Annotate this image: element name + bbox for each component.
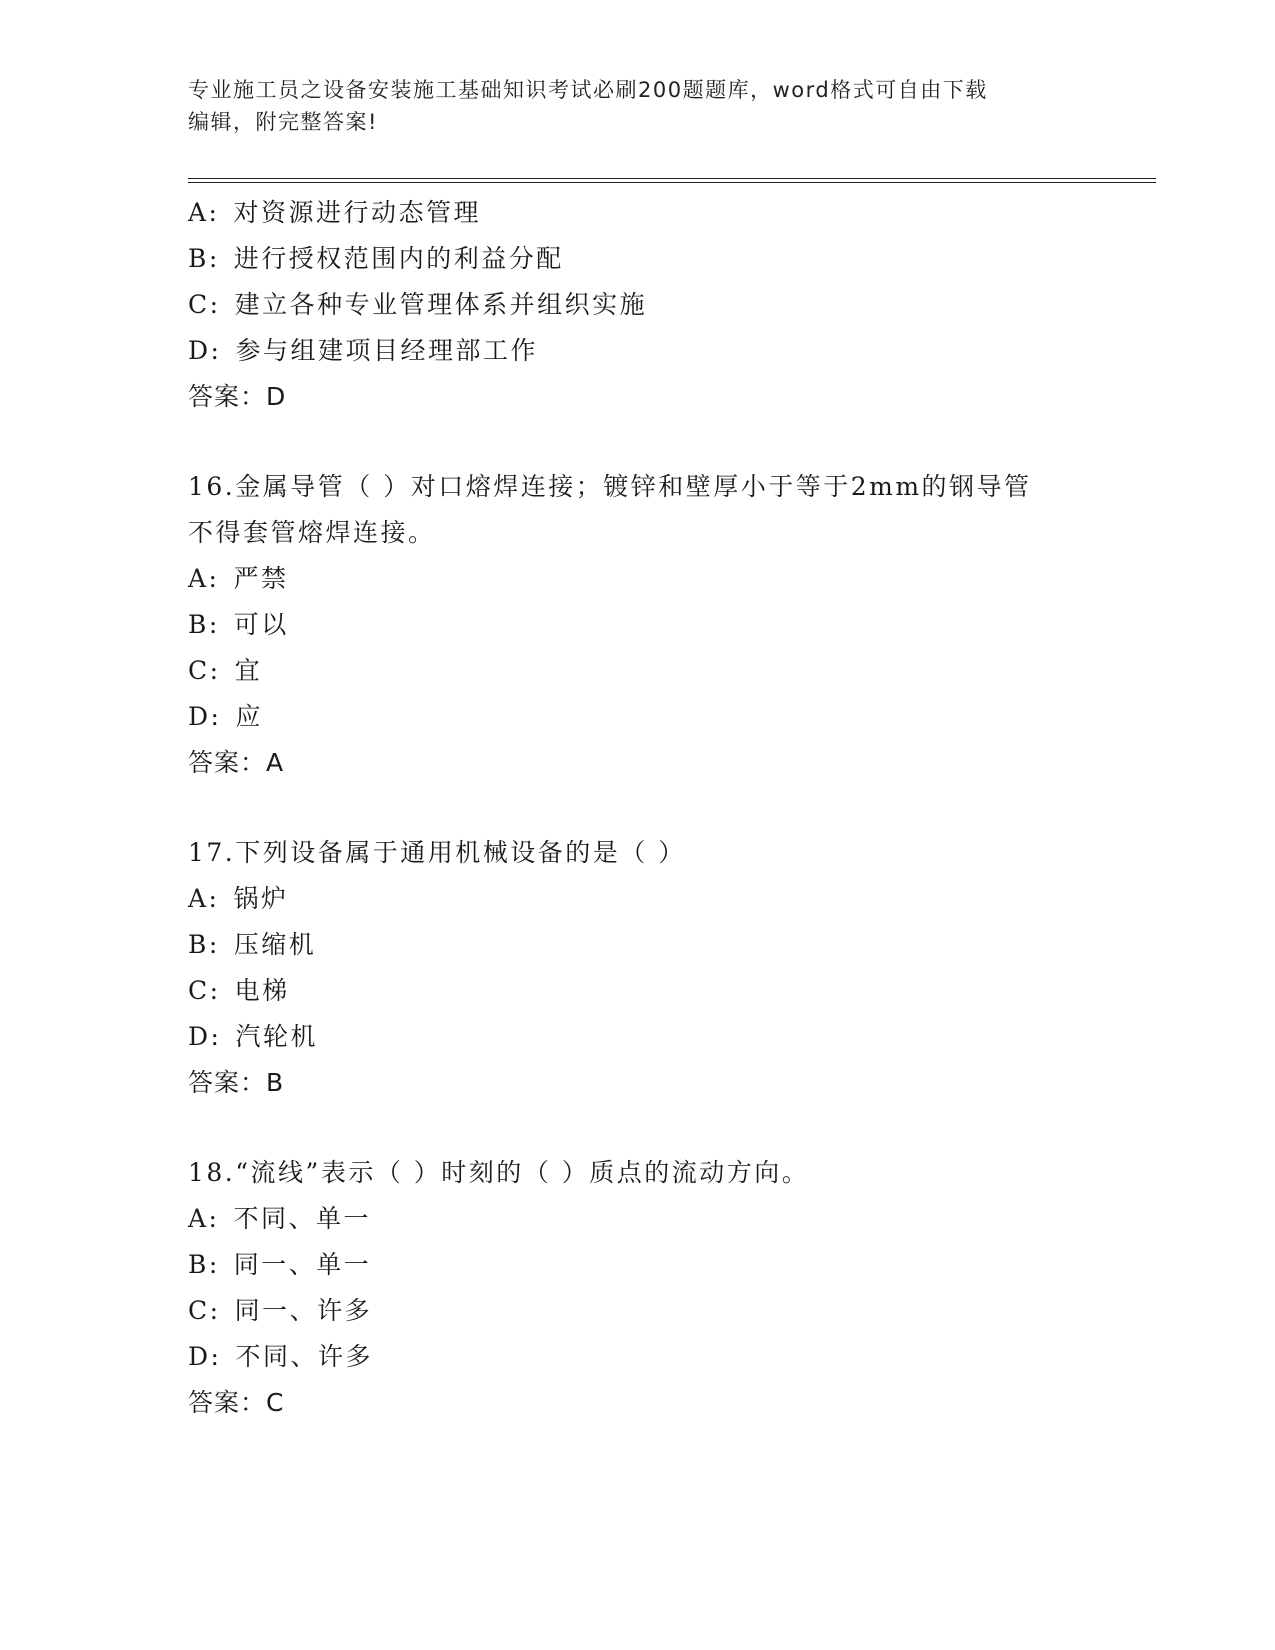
option-letter: B:: [188, 930, 220, 959]
option-letter: D:: [188, 1342, 222, 1371]
option-letter: C:: [188, 976, 221, 1005]
option-a: [188, 876, 1088, 922]
option-letter: D:: [188, 1022, 222, 1051]
option-c: [188, 648, 1088, 694]
option-a: [188, 1196, 1088, 1242]
document-header: [188, 74, 1068, 138]
answer-line: 答案：C: [188, 1388, 285, 1417]
option-letter: D:: [188, 336, 222, 365]
option-d: [188, 1334, 1088, 1380]
question-stem: 18.“流线”表示（ ）时刻的（ ）质点的流动方向。: [188, 1158, 810, 1187]
question-stem-continued: 不得套管熔焊连接。: [188, 518, 436, 547]
option-d: [188, 328, 1088, 374]
option-c: [188, 282, 1088, 328]
option-text: 不同、单一: [233, 1204, 371, 1233]
option-letter: D:: [188, 702, 222, 731]
option-a: [188, 556, 1088, 602]
option-text: 应: [235, 702, 263, 731]
option-c: [188, 968, 1088, 1014]
question-stem: 16.金属导管（ ）对口熔焊连接；镀锌和壁厚小于等于2mm的钢导管: [188, 472, 1032, 501]
header-divider-bottom: [188, 182, 1156, 183]
question-15: [188, 190, 1088, 420]
option-text: 参与组建项目经理部工作: [235, 336, 538, 365]
header-divider-top: [188, 178, 1156, 179]
option-text: 同一、单一: [233, 1250, 372, 1279]
question-stem: 17.下列设备属于通用机械设备的是（ ）: [188, 838, 686, 867]
option-c: [188, 1288, 1088, 1334]
header-line-1: 专业施工员之设备安装施工基础知识考试必刷200题题库，word格式可自由下载: [188, 78, 988, 102]
option-letter: B:: [188, 1250, 220, 1279]
option-b: [188, 1242, 1088, 1288]
option-b: [188, 922, 1088, 968]
option-text: 建立各种专业管理体系并组织实施: [234, 290, 648, 319]
option-b: [188, 236, 1088, 282]
spacer: [188, 786, 1088, 830]
question-list: [188, 190, 1088, 1426]
option-letter: B:: [188, 610, 220, 639]
option-letter: B:: [188, 244, 220, 273]
option-text: 严禁: [233, 564, 289, 593]
option-text: 汽轮机: [235, 1022, 318, 1051]
option-letter: A:: [188, 884, 220, 913]
option-text: 可以: [233, 610, 289, 639]
option-text: 不同、许多: [235, 1342, 373, 1371]
option-letter: C:: [188, 1296, 221, 1325]
answer-line: 答案：D: [188, 382, 287, 411]
option-text: 锅炉: [233, 884, 289, 913]
option-text: 压缩机: [233, 930, 317, 959]
answer-line: 答案：B: [188, 1068, 285, 1097]
option-b: [188, 602, 1088, 648]
option-text: 进行授权范围内的利益分配: [233, 244, 564, 273]
option-text: 对资源进行动态管理: [233, 198, 481, 227]
option-letter: C:: [188, 290, 221, 319]
option-d: [188, 694, 1088, 740]
question-18: [188, 1150, 1088, 1426]
spacer: [188, 1106, 1088, 1150]
option-letter: A:: [188, 564, 220, 593]
option-letter: A:: [188, 1204, 220, 1233]
option-letter: A:: [188, 198, 220, 227]
option-d: [188, 1014, 1088, 1060]
option-text: 同一、许多: [234, 1296, 373, 1325]
header-line-2: 编辑，附完整答案!: [188, 110, 378, 134]
option-a: [188, 190, 1088, 236]
question-16: [188, 464, 1088, 786]
option-text: 电梯: [234, 976, 290, 1005]
question-17: [188, 830, 1088, 1106]
answer-line: 答案：A: [188, 748, 285, 777]
option-letter: C:: [188, 656, 221, 685]
option-text: 宜: [234, 656, 263, 685]
spacer: [188, 420, 1088, 464]
